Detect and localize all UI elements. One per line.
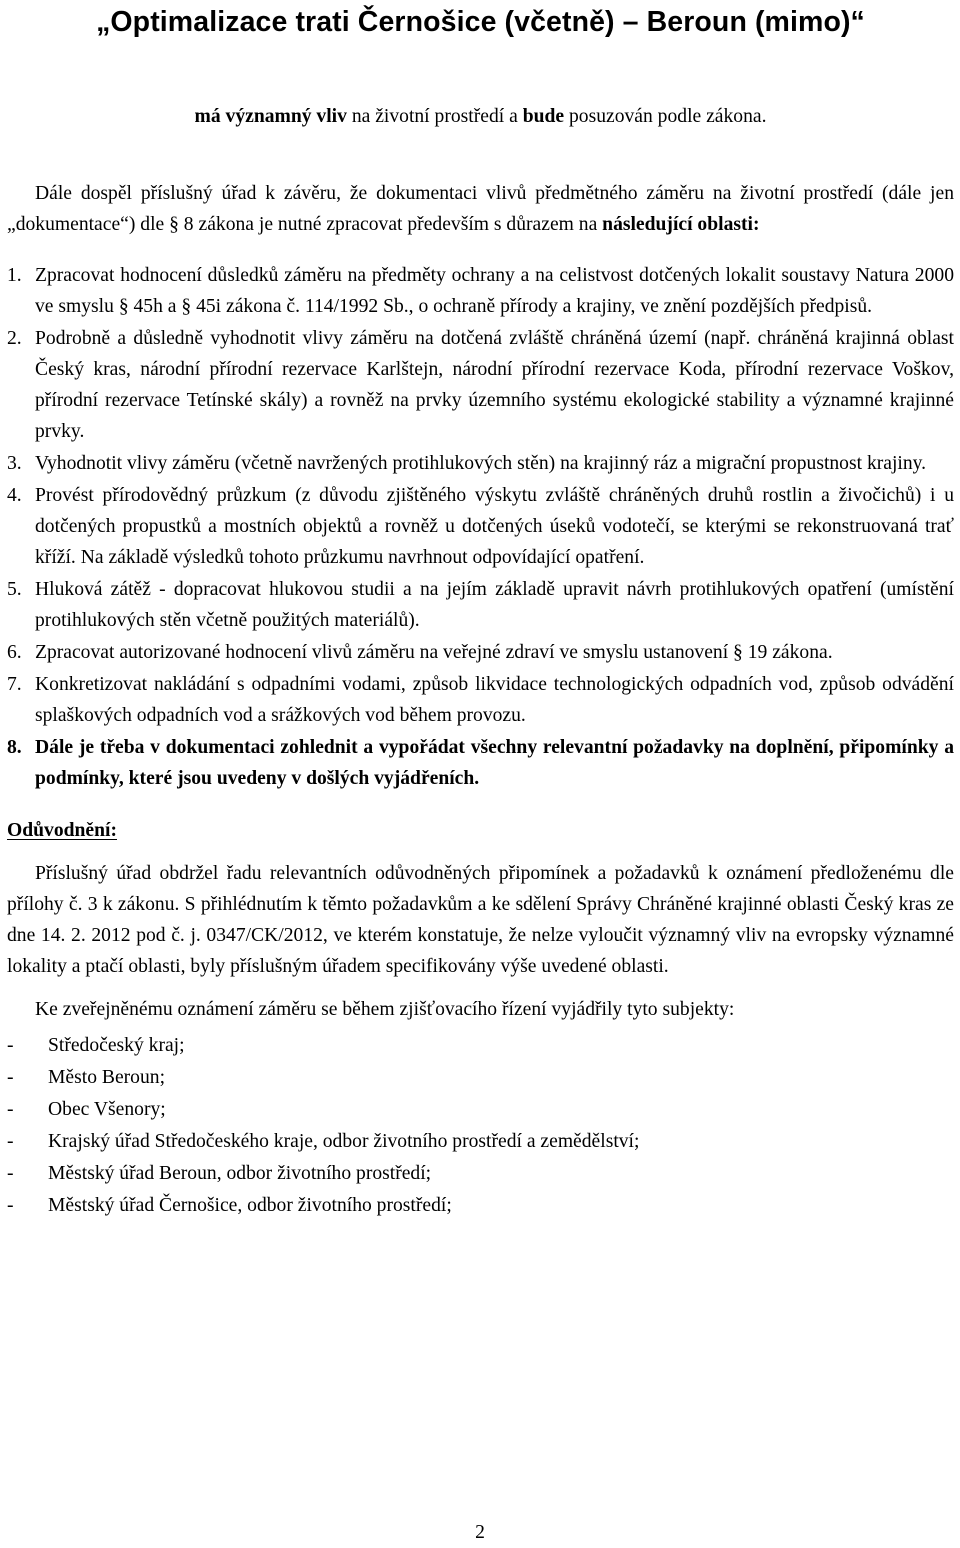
requirement-item: [7, 574, 954, 636]
list-item: [7, 1158, 954, 1190]
decision-part-1: má významný vliv: [194, 106, 347, 127]
requirement-number: 2.: [7, 328, 22, 349]
intro-bold-end: následující oblasti:: [602, 214, 760, 235]
list-dash: -: [7, 1131, 14, 1152]
intro-text: Dále dospěl příslušný úřad k závěru, že dokumentaci vlivů předmětného záměru na životní prostředí (dále jen „dokumentace“) dle § 8 zákona je nutné zpracovat především s důrazem na: [7, 183, 954, 235]
requirement-number: 7.: [7, 674, 22, 695]
subject-name: Obec Všenory;: [48, 1099, 166, 1120]
requirement-number: 1.: [7, 265, 22, 286]
decision-part-2: na životní prostředí a: [346, 106, 523, 127]
document-title: „Optimalizace trati Černošice (včetně) – Beroun (mimo)“: [96, 6, 865, 38]
requirement-item: [7, 260, 954, 322]
list-dash: -: [7, 1035, 14, 1056]
list-item: [7, 1126, 954, 1158]
subject-name: Středočeský kraj;: [48, 1035, 185, 1056]
requirement-text: Podrobně a důsledně vyhodnotit vlivy záměru na dotčená zvláště chráněná území (např. chráněná krajinná oblast Český kras, národní přírodní rezervace Karlštejn, národní přírodní rezervace Koda, přírodní rezervace Voškov, přírodní rezervace Tetínské skály) a rovněž na prvky územního systému ekologické stability a významné krajinné prvky.: [35, 328, 954, 442]
requirement-item: [7, 323, 954, 447]
requirement-item: [7, 480, 954, 573]
requirement-text: Vyhodnotit vlivy záměru (včetně navržených protihlukových stěn) na krajinný ráz a migrační propustnost krajiny.: [35, 453, 927, 474]
reasoning-paragraph: Příslušný úřad obdržel řadu relevantních odůvodněných připomínek a požadavků k oznámení předloženému dle přílohy č. 3 k zákonu. S přihlédnutím k těmto požadavkům a ke sdělení Správy Chráněné krajinné oblasti Český kras ze dne 14. 2. 2012 pod č. j. 0347/CK/2012, ve kterém konstatuje, že nelze vyloučit významný vliv na evropsky významné lokality a ptačí oblasti, byly příslušným úřadem specifikovány výše uvedené oblasti.: [7, 863, 954, 977]
requirement-text: Hluková zátěž - dopracovat hlukovou studii a na jejím základě upravit návrh protihlukových opatření (umístění protihlukových stěn včetně použitých materiálů).: [35, 579, 954, 631]
decision-part-3: bude: [522, 106, 565, 127]
list-item: [7, 1190, 954, 1222]
subject-name: Městský úřad Černošice, odbor životního prostředí;: [48, 1195, 452, 1216]
list-item: [7, 1062, 954, 1094]
requirement-text: Konkretizovat nakládání s odpadními vodami, způsob likvidace technologických odpadních vod, způsob odvádění splaškových odpadních vod a srážkových vod během provozu.: [35, 674, 954, 726]
reasoning-heading: Odůvodnění:: [7, 820, 117, 841]
subject-name: Krajský úřad Středočeského kraje, odbor životního prostředí a zemědělství;: [48, 1131, 640, 1152]
requirement-number: 4.: [7, 485, 22, 506]
requirement-item-bold: [7, 732, 954, 794]
subjects-intro: Ke zveřejněnému oznámení záměru se během zjišťovacího řízení vyjádřily tyto subjekty:: [35, 999, 735, 1020]
requirement-number: 6.: [7, 642, 22, 663]
requirement-item: [7, 669, 954, 731]
requirement-number: 5.: [7, 579, 22, 600]
requirement-text: Dále je třeba v dokumentaci zohlednit a vypořádat všechny relevantní požadavky na doplnění, připomínky a podmínky, které jsou uvedeny v došlých vyjádřeních.: [35, 737, 954, 789]
list-dash: -: [7, 1163, 14, 1184]
decision-statement: [7, 101, 954, 132]
list-dash: -: [7, 1067, 14, 1088]
requirement-text: Provést přírodovědný průzkum (z důvodu zjištěného výskytu zvláště chráněných druhů rostlin a živočichů) i u dotčených propustků a mostních objektů a rovněž u dotčených úseků vodotečí, se kterými se rekonstruovaná trať kříží. Na základě výsledků tohoto průzkumu navrhnout odpovídající opatření.: [35, 485, 954, 568]
intro-paragraph: [7, 178, 954, 240]
requirement-item: [7, 448, 954, 479]
subject-name: Městský úřad Beroun, odbor životního prostředí;: [48, 1163, 432, 1184]
requirement-number: 8.: [7, 737, 22, 758]
subjects-list: [7, 1030, 954, 1222]
list-item: [7, 1094, 954, 1126]
list-dash: -: [7, 1195, 14, 1216]
subject-name: Město Beroun;: [48, 1067, 166, 1088]
list-item: [7, 1030, 954, 1062]
document-page: [7, 0, 954, 1222]
requirement-text: Zpracovat hodnocení důsledků záměru na předměty ochrany a na celistvost dotčených lokalit soustavy Natura 2000 ve smyslu § 45h a § 45i zákona č. 114/1992 Sb., o ochraně přírody a krajiny, ve znění pozdějších předpisů.: [35, 265, 954, 317]
decision-part-4: posuzován podle zákona.: [564, 106, 767, 127]
requirement-number: 3.: [7, 453, 22, 474]
requirements-list: [7, 260, 954, 794]
requirement-item: [7, 637, 954, 668]
list-dash: -: [7, 1099, 14, 1120]
requirement-text: Zpracovat autorizované hodnocení vlivů záměru na veřejné zdraví ve smyslu ustanovení § 19 zákona.: [35, 642, 833, 663]
page-number: 2: [475, 1522, 485, 1543]
